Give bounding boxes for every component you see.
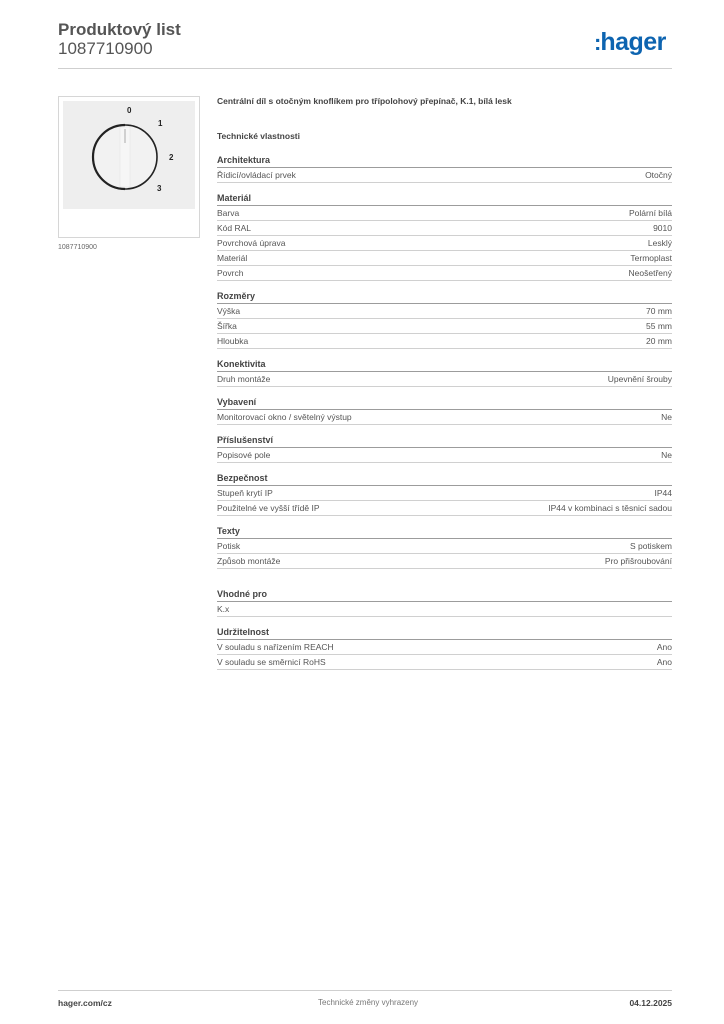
spec-value: IP44 v kombinaci s těsnicí sadou (548, 503, 672, 513)
spec-group (217, 290, 672, 349)
spec-label: V souladu s nařízením REACH (217, 642, 334, 652)
spec-value: Ano (656, 642, 672, 652)
spec-label: Řídicí/ovládací prvek (217, 170, 296, 180)
spec-label: Způsob montáže (217, 556, 281, 566)
spec-label: Potisk (217, 541, 241, 551)
header-divider (58, 68, 672, 69)
spec-row (217, 539, 672, 554)
spec-row (217, 251, 672, 266)
product-image (58, 96, 200, 238)
specification-content (217, 95, 672, 670)
spec-value: Lesklý (647, 238, 672, 248)
footer-website[interactable]: hager.com/cz (58, 998, 112, 1008)
spec-value: 70 mm (646, 306, 672, 316)
header-product-code: 1087710900 (58, 39, 153, 58)
spec-row (217, 168, 672, 183)
spec-row (217, 221, 672, 236)
spec-groups (217, 154, 672, 670)
spec-label: Šířka (217, 321, 237, 331)
spec-row (217, 448, 672, 463)
spec-label: Barva (217, 208, 240, 218)
spec-group-title: Rozměry (217, 290, 672, 304)
spec-group-title: Konektivita (217, 358, 672, 372)
logo-dots-icon: : (594, 30, 600, 55)
switch-plate (63, 101, 195, 209)
spec-row (217, 304, 672, 319)
spec-group (217, 434, 672, 463)
spec-value: Polární bílá (629, 208, 672, 218)
spec-group-title: Texty (217, 525, 672, 539)
spec-group (217, 525, 672, 569)
spec-group-title: Příslušenství (217, 434, 672, 448)
spec-row (217, 334, 672, 349)
spec-value: Neošetřený (628, 268, 672, 278)
spec-group (217, 154, 672, 183)
rotary-knob-icon (63, 101, 197, 211)
spec-value: Pro přišroubování (604, 556, 672, 566)
spec-label: K.x (217, 604, 230, 614)
spec-label: Materiál (217, 253, 248, 263)
spec-label: Výška (217, 306, 241, 316)
spec-label: Kód RAL (217, 223, 252, 233)
dial-label-0: 0 (127, 106, 132, 115)
spec-value: Upevnění šrouby (607, 374, 672, 384)
footer-disclaimer: Technické změny vyhrazeny (318, 998, 419, 1007)
spec-value: 20 mm (646, 336, 672, 346)
spec-group-title: Vybavení (217, 396, 672, 410)
spec-row (217, 655, 672, 670)
product-title: Centrální díl s otočným knoflíkem pro třípolohový přepínač, K.1, bílá lesk (217, 96, 512, 106)
spec-value: Termoplast (630, 253, 672, 263)
spec-value: 55 mm (646, 321, 672, 331)
logo-text: hager (600, 28, 666, 56)
spec-row (217, 410, 672, 425)
spec-value: Otočný (645, 170, 672, 180)
spec-label: Hloubka (217, 336, 249, 346)
spec-row (217, 554, 672, 569)
spec-row (217, 640, 672, 655)
spec-label: Použitelné ve vyšší třídě IP (217, 503, 320, 513)
spec-value: Ne (661, 412, 672, 422)
header-title: Produktový list (58, 20, 181, 39)
footer-date: 04.12.2025 (629, 998, 672, 1008)
hager-logo[interactable] (594, 29, 666, 56)
spec-value: IP44 (654, 488, 672, 498)
spec-row (217, 602, 672, 617)
spec-label: Popisové pole (217, 450, 271, 460)
spec-row (217, 236, 672, 251)
image-caption: 1087710900 (58, 244, 97, 251)
spec-label: Druh montáže (217, 374, 271, 384)
spec-row (217, 372, 672, 387)
spec-row (217, 266, 672, 281)
spec-group-title: Udržitelnost (217, 626, 672, 640)
spec-value: 9010 (653, 223, 672, 233)
spec-row (217, 319, 672, 334)
spec-label: Povrch (217, 268, 244, 278)
dial-label-2: 2 (169, 153, 174, 162)
spec-row (217, 486, 672, 501)
spec-group (217, 396, 672, 425)
spec-value: Ano (656, 657, 672, 667)
spec-group (217, 192, 672, 281)
spec-label: Stupeň krytí IP (217, 488, 273, 498)
tech-heading: Technické vlastnosti (217, 131, 300, 141)
spec-group-title: Bezpečnost (217, 472, 672, 486)
spec-group-title: Vhodné pro (217, 588, 672, 602)
spec-label: Povrchová úprava (217, 238, 286, 248)
dial-label-3: 3 (157, 184, 162, 193)
spec-group (217, 588, 672, 617)
spec-group-title: Architektura (217, 154, 672, 168)
spec-label: V souladu se směrnicí RoHS (217, 657, 326, 667)
spec-value: Ne (661, 450, 672, 460)
spec-group-title: Materiál (217, 192, 672, 206)
footer-divider (58, 990, 672, 991)
spec-group (217, 358, 672, 387)
dial-label-1: 1 (158, 119, 163, 128)
spec-label: Monitorovací okno / světelný výstup (217, 412, 352, 422)
spec-group (217, 472, 672, 516)
spec-row (217, 206, 672, 221)
spec-group (217, 626, 672, 670)
spec-value: S potiskem (629, 541, 672, 551)
spec-row (217, 501, 672, 516)
